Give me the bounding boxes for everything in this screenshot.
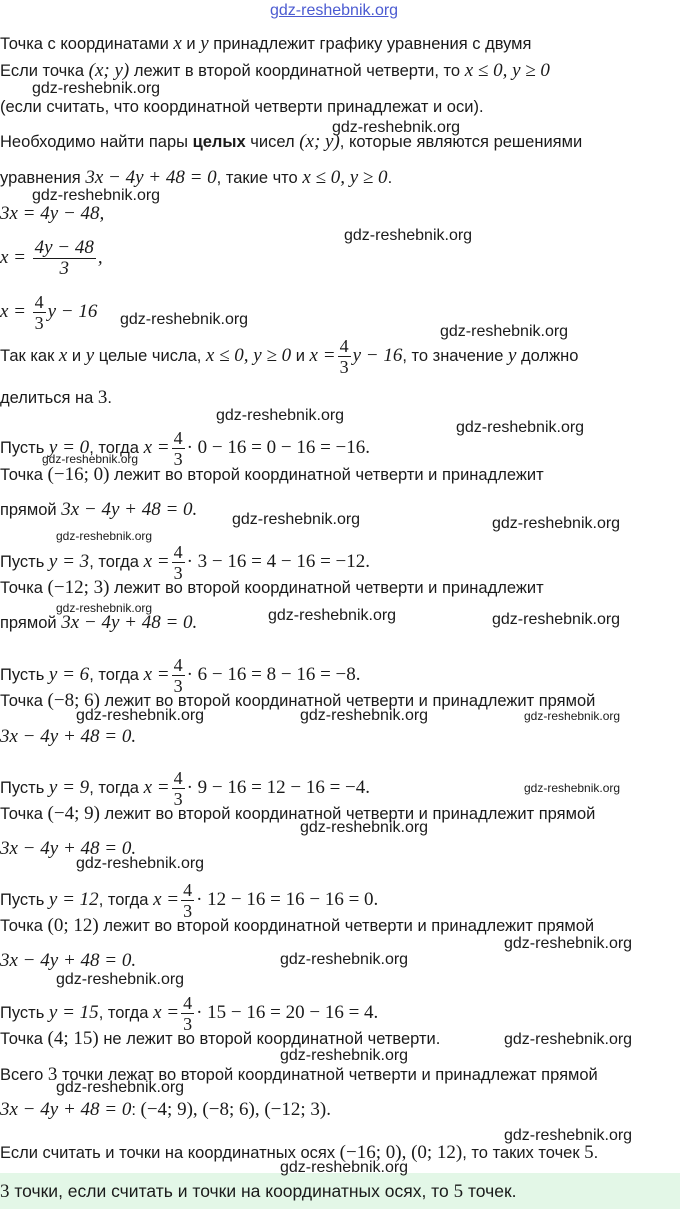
watermark: gdz-reshebnik.org: [504, 1127, 633, 1144]
text: Пусть: [0, 552, 49, 571]
case-1-point: [0, 577, 544, 599]
text: Пусть: [0, 665, 49, 684]
math: 3x − 4y + 48 = 0.: [0, 950, 137, 971]
text: Точка: [0, 805, 48, 823]
text: лежит во второй координатной четверти и принадлежит: [109, 466, 544, 484]
math: (−16; 0): [47, 464, 110, 485]
math: x =: [153, 1001, 180, 1023]
text: , тогда: [98, 890, 154, 909]
math: (4; 15): [47, 1028, 99, 1049]
math: (0; 12): [47, 915, 99, 936]
watermark: gdz-reshebnik.org: [280, 951, 409, 968]
watermark: gdz-reshebnik.org: [524, 781, 621, 795]
math: x =: [0, 300, 27, 322]
math: y = 3: [48, 550, 90, 572]
text: (если считать, что координатной четверти принадлежат и оси).: [0, 98, 484, 116]
math: · 3 − 16 = 4 − 16 = −12.: [186, 550, 370, 572]
watermark: gdz-reshebnik.org: [76, 855, 205, 872]
text: Пусть: [0, 778, 49, 797]
math: · 15 − 16 = 20 − 16 = 4.: [196, 1001, 379, 1023]
watermark: gdz-reshebnik.org: [524, 709, 621, 723]
denominator: 3: [339, 357, 349, 377]
math: · 6 − 16 = 8 − 16 = −8.: [186, 663, 361, 685]
numerator: 4: [173, 768, 183, 788]
text: , такие что: [216, 169, 303, 187]
math: 3x − 4y + 48 = 0.: [61, 612, 198, 633]
text: лежит во второй координатной четверти и принадлежит прямой: [98, 917, 595, 935]
fraction: [338, 336, 351, 377]
text: точки лежат во второй координатной четверти и принадлежат прямой: [57, 1066, 598, 1084]
math: 3x − 4y + 48 = 0.: [61, 499, 198, 520]
math: (−12; 3): [47, 577, 110, 598]
math: 3x − 4y + 48 = 0: [0, 1099, 132, 1120]
text: .: [593, 1144, 599, 1162]
summary-line-2: [0, 1099, 331, 1121]
fraction: [172, 428, 185, 469]
watermark: gdz-reshebnik.org: [280, 1159, 409, 1176]
intro-line-2: [0, 60, 550, 82]
text: , то значение: [402, 346, 508, 365]
text: Пусть: [0, 1003, 49, 1022]
math: · 0 − 16 = 0 − 16 = −16.: [186, 436, 370, 458]
intro-line-5: [0, 167, 392, 189]
math: x =: [0, 246, 27, 268]
math: 5: [453, 1181, 464, 1202]
intro-line-3: [0, 96, 484, 118]
text: , тогда: [89, 778, 144, 797]
math: 3: [97, 387, 108, 408]
math: · 9 − 16 = 12 − 16 = −4.: [186, 776, 370, 798]
top-watermark-link[interactable]: gdz-reshebnik.org: [270, 2, 399, 19]
math: y: [200, 33, 209, 54]
math: 3: [47, 1064, 58, 1085]
intro-line-4: [0, 131, 582, 153]
math: x: [58, 344, 68, 366]
watermark: gdz-reshebnik.org: [56, 971, 185, 988]
numerator: 4: [34, 292, 44, 312]
text: , то таких точек: [462, 1144, 585, 1162]
text: Точка: [0, 466, 48, 484]
watermark: gdz-reshebnik.org: [280, 1047, 409, 1064]
math: x: [173, 33, 182, 54]
text: Пусть: [0, 438, 49, 457]
numerator: 4: [173, 542, 183, 562]
watermark: gdz-reshebnik.org: [492, 515, 621, 532]
watermark: gdz-reshebnik.org: [56, 601, 153, 615]
answer-box: [0, 1173, 680, 1209]
case-2-line: [0, 726, 136, 748]
case-1-line: [0, 612, 197, 634]
math: x =: [143, 776, 170, 798]
case-4-point: [0, 915, 594, 937]
numerator: 4: [183, 880, 193, 900]
denominator: 3: [59, 258, 69, 279]
text: Точка с координатами: [0, 35, 174, 53]
text: , тогда: [89, 665, 144, 684]
case-0-point: [0, 464, 544, 486]
text: Точка: [0, 917, 48, 935]
watermark: gdz-reshebnik.org: [32, 80, 161, 97]
math: (−4; 9): [47, 803, 100, 824]
text: Пусть: [0, 890, 49, 909]
math: y − 16: [47, 300, 98, 322]
math: y: [85, 344, 95, 366]
text: лежит во второй координатной четверти и принадлежит: [109, 579, 544, 597]
text: точки, если считать и точки на координатных осях, то: [9, 1181, 454, 1201]
math: 5: [584, 1142, 594, 1163]
math: y = 12: [48, 888, 99, 910]
text: чисел: [245, 133, 300, 151]
text: уравнения: [0, 169, 86, 187]
watermark: gdz-reshebnik.org: [332, 119, 461, 136]
math: y = 9: [48, 776, 90, 798]
text: , которые являются решениями: [339, 133, 583, 151]
denominator: 3: [173, 789, 183, 809]
text: , тогда: [89, 552, 144, 571]
watermark: gdz-reshebnik.org: [32, 187, 161, 204]
watermark: gdz-reshebnik.org: [76, 707, 205, 724]
text: .: [107, 389, 112, 407]
denominator: 3: [183, 901, 193, 921]
case-4-line: [0, 950, 136, 972]
equation-3: [0, 292, 97, 333]
math: 3: [0, 1181, 10, 1202]
bold-text: целых: [192, 133, 246, 151]
numerator: 4: [173, 655, 183, 675]
intro-line-1: [0, 33, 531, 55]
text: и: [181, 35, 201, 53]
watermark: gdz-reshebnik.org: [216, 407, 345, 424]
text: , тогда: [89, 438, 144, 457]
math: y − 16: [352, 344, 403, 366]
text: лежит во второй координатной четверти и принадлежит прямой: [99, 805, 596, 823]
math: (−16; 0), (0; 12): [339, 1142, 463, 1163]
numerator: 4: [173, 428, 183, 448]
text: .: [387, 169, 393, 187]
watermark: gdz-reshebnik.org: [504, 935, 633, 952]
denominator: 3: [173, 563, 183, 583]
denominator: 3: [183, 1014, 193, 1034]
text: лежит в второй координатной четверти, то: [129, 62, 465, 80]
text: целые числа,: [94, 346, 206, 365]
fraction: [33, 238, 96, 279]
math: x =: [143, 663, 170, 685]
text: , тогда: [98, 1003, 154, 1022]
case-0-line: [0, 499, 197, 521]
math: 3x − 4y + 48 = 0.: [0, 726, 137, 747]
text: Если точка: [0, 62, 89, 80]
math: ,: [97, 246, 103, 268]
equation-2: [0, 238, 103, 279]
text: Так как: [0, 346, 59, 365]
text: точек.: [463, 1181, 517, 1201]
text: и: [291, 346, 310, 365]
math: x =: [143, 550, 170, 572]
text: принадлежит графику уравнения с двумя: [208, 35, 532, 53]
text: прямой: [0, 614, 62, 632]
math: y = 0: [48, 436, 90, 458]
equation-1: 3x = 4y − 48,: [0, 203, 105, 224]
watermark: gdz-reshebnik.org: [440, 323, 569, 340]
watermark: gdz-reshebnik.org: [56, 529, 153, 543]
numerator: 4: [339, 336, 349, 356]
text: лежит во второй координатной четверти и принадлежит прямой: [99, 692, 596, 710]
text: прямой: [0, 501, 62, 519]
watermark: gdz-reshebnik.org: [492, 611, 621, 628]
math: (−8; 6): [47, 690, 100, 711]
math: x =: [153, 888, 180, 910]
math: x =: [143, 436, 170, 458]
denominator: 3: [34, 313, 44, 333]
text: и: [67, 346, 86, 365]
text: Всего: [0, 1066, 48, 1084]
fraction: [33, 292, 46, 333]
case-3-point: [0, 803, 595, 825]
watermark: gdz-reshebnik.org: [56, 1079, 185, 1096]
watermark: gdz-reshebnik.org: [232, 511, 361, 528]
reason-line-2: [0, 387, 112, 409]
math: · 12 − 16 = 16 − 16 = 0.: [196, 888, 379, 910]
text: должно: [516, 346, 579, 365]
text: Точка: [0, 692, 48, 710]
math: x ≤ 0, y ≥ 0: [302, 167, 388, 188]
watermark: gdz-reshebnik.org: [268, 607, 397, 624]
denominator: 3: [173, 676, 183, 696]
text: Точка: [0, 1030, 48, 1048]
numerator: 4: [183, 993, 193, 1013]
text: Если считать и точки на координатных осях: [0, 1144, 340, 1162]
math: 3x − 4y + 48 = 0.: [0, 838, 137, 859]
math: y = 6: [48, 663, 90, 685]
text: делиться на: [0, 389, 98, 407]
watermark: gdz-reshebnik.org: [300, 707, 429, 724]
math: (x; y): [299, 131, 340, 152]
math: 3x − 4y + 48 = 0: [85, 167, 217, 188]
math: (−4; 9), (−8; 6), (−12; 3).: [140, 1099, 331, 1120]
watermark: gdz-reshebnik.org: [300, 819, 429, 836]
watermark: gdz-reshebnik.org: [344, 227, 473, 244]
numerator: 4y − 48: [34, 237, 94, 258]
math: x ≤ 0, y ≥ 0: [464, 60, 550, 81]
watermark: gdz-reshebnik.org: [504, 1031, 633, 1048]
text: Необходимо найти пары: [0, 133, 193, 151]
math: (x; y): [88, 60, 130, 81]
text: Точка: [0, 579, 48, 597]
text: :: [131, 1101, 141, 1119]
math: y: [507, 344, 517, 366]
watermark: gdz-reshebnik.org: [42, 452, 139, 466]
denominator: 3: [173, 449, 183, 469]
watermark: gdz-reshebnik.org: [120, 311, 249, 328]
reason-line-1: [0, 336, 578, 377]
math: y = 15: [48, 1001, 99, 1023]
watermark: gdz-reshebnik.org: [456, 419, 585, 436]
math: x ≤ 0, y ≥ 0: [205, 344, 292, 366]
text: не лежит во второй координатной четверти.: [98, 1030, 441, 1048]
math: x =: [309, 344, 336, 366]
